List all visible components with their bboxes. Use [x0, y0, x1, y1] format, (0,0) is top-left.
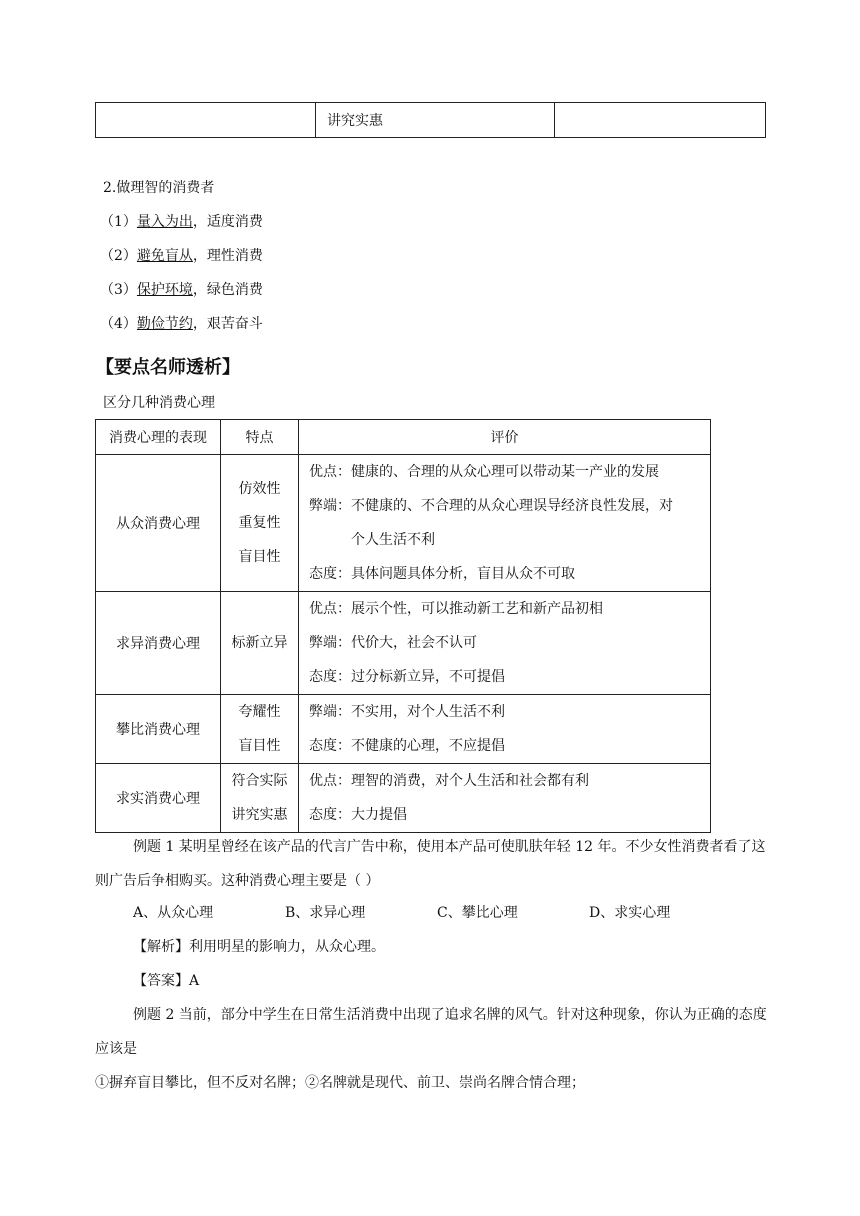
item-keyword: 勤俭节约: [136, 316, 193, 332]
item-number: （2）: [100, 248, 137, 264]
table-row: [96, 103, 766, 138]
table-row: [96, 695, 711, 764]
eval-line: 弊端：不实用，对个人生活不利: [309, 704, 505, 720]
example2-question: 例题 2 当前，部分中学生在日常生活消费中出现了追求名牌的风气。针对这种现象，你认为正确的态度应该是: [95, 1007, 767, 1057]
item-keyword: 量入为出: [136, 214, 193, 230]
eval-line: 态度：过分标新立异，不可提倡: [309, 669, 505, 685]
item-text: ，适度消费: [192, 214, 263, 230]
trait: 讲究实惠: [231, 807, 288, 823]
eval-cell: [299, 764, 711, 833]
item-keyword: 保护环境: [136, 282, 193, 298]
traits-cell: [221, 695, 299, 764]
eval-line: 弊端：代价大，社会不认可: [309, 635, 477, 651]
eval-line: 个人生活不利: [351, 532, 435, 548]
table-row: [96, 455, 711, 592]
type-cell: 求异消费心理: [96, 592, 221, 695]
list-item: [100, 314, 263, 334]
table-caption: 区分几种消费心理: [103, 395, 215, 411]
option-a: A、从众心理: [133, 905, 214, 921]
eval-cell: [299, 592, 711, 695]
item-text: ，绿色消费: [192, 282, 263, 298]
trait: 重复性: [238, 515, 281, 531]
eval-line: 优点：理智的消费，对个人生活和社会都有利: [309, 773, 589, 789]
consumer-psychology-table: [95, 419, 711, 833]
type-cell: 攀比消费心理: [96, 695, 221, 764]
eval-line: 优点：健康的、合理的从众心理可以带动某一产业的发展: [309, 464, 659, 480]
header-cell: 评价: [299, 420, 711, 455]
list-item: [100, 212, 263, 232]
item-number: （1）: [100, 214, 137, 230]
list-item: [100, 280, 263, 300]
eval-cell: [299, 455, 711, 592]
traits-cell: [221, 764, 299, 833]
table-cell: [555, 103, 766, 138]
example1-answer: 【答案】A: [133, 973, 200, 989]
item-number: （4）: [100, 316, 137, 332]
traits-cell: [221, 455, 299, 592]
item-text: ，理性消费: [192, 248, 263, 264]
trait: 夸耀性: [238, 704, 281, 720]
option-c: C、攀比心理: [437, 905, 518, 921]
eval-cell: [299, 695, 711, 764]
trait: 符合实际: [231, 773, 288, 789]
trait: 标新立异: [231, 635, 288, 651]
trait: 盲目性: [238, 549, 281, 565]
type-cell: 从众消费心理: [96, 455, 221, 592]
top-table: [95, 102, 766, 138]
eval-line: 弊端：不健康的、不合理的从众心理误导经济良性发展，对: [309, 498, 673, 514]
eval-line: 态度：大力提倡: [309, 807, 407, 823]
eval-line: 优点：展示个性，可以推动新工艺和新产品初相: [309, 601, 603, 617]
item-text: ，艰苦奋斗: [192, 316, 263, 332]
table-cell: [96, 103, 316, 138]
trait: 盲目性: [238, 738, 281, 754]
table-row: [96, 592, 711, 695]
eval-line: 态度：具体问题具体分析，盲目从众不可取: [309, 566, 575, 582]
item-keyword: 避免盲从: [136, 248, 193, 264]
header-cell: 消费心理的表现: [96, 420, 221, 455]
example2-line: ①摒弃盲目攀比，但不反对名牌；②名牌就是现代、前卫、崇尚名牌合情合理；: [95, 1075, 585, 1091]
trait: 仿效性: [238, 481, 281, 497]
type-cell: 求实消费心理: [96, 764, 221, 833]
option-b: B、求异心理: [285, 905, 366, 921]
section-title: 2.做理智的消费者: [103, 180, 215, 196]
example1-question: 例题 1 某明星曾经在该产品的代言广告中称，使用本产品可使肌肤年轻 12 年。不少女性消费者看了这则广告后争相购买。这种消费心理主要是（ ）: [95, 839, 766, 889]
table-row: [96, 764, 711, 833]
table-cell: 讲究实惠: [316, 103, 555, 138]
list-item: [100, 246, 263, 266]
header-cell: 特点: [221, 420, 299, 455]
eval-line: 态度：不健康的心理，不应提倡: [309, 738, 505, 754]
traits-cell: [221, 592, 299, 695]
section-heading: 【要点名师透析】: [96, 357, 240, 378]
table-header-row: [96, 420, 711, 455]
option-d: D、求实心理: [589, 905, 671, 921]
example1-analysis: 【解析】利用明星的影响力，从众心理。: [133, 939, 385, 955]
item-number: （3）: [100, 282, 137, 298]
